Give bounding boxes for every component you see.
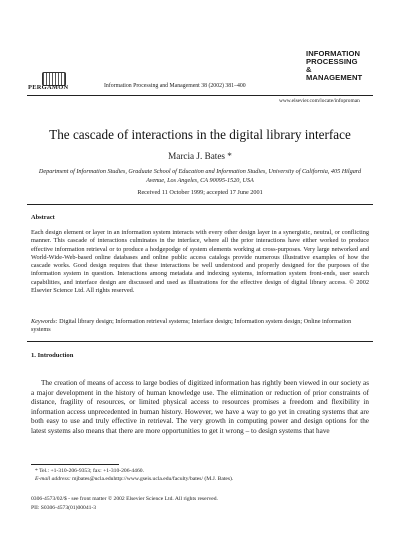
received-dates: Received 11 October 1999; accepted 17 June 2001 [137,189,263,196]
pii-line: PII: S0306-4573(01)00041-3 [31,504,97,511]
footnote-email-line [35,475,365,483]
author-affiliation: Department of Information Studies, Graduate School of Education and Information Studies, University of California, 405 Hilgard Avenue, Los Angeles, CA 90095-1520, USA [38,168,362,184]
abstract-text: Each design element or layer in an information system interacts with every other design layer in a synergistic, neutral, or conflicting manner. This cascade of interactions culminates in the interface, where all the prior interactions have either worked to produce effective information retrieval or to produce a hodgepodge of system elements working at cross-purposes. Very large networked and World-Wide-Web-based online databases and online public access catalogs provide numerous illustrative examples of how the cascade works. Good design requires that these interactions be well understood and properly designed for the purposes of the information system in question. Interactions among metadata and indexing systems, information system front-ends, user search capabilities, and interface design are discussed and used as illustrations for the effective design of digital library access. © 2002 Elsevier Science Ltd. All rights reserved. [31,229,369,295]
journal-url[interactable]: www.elsevier.com/locate/infoproman [279,98,360,104]
copyright-block [31,495,218,512]
abstract-heading: Abstract [31,214,55,221]
introduction-text: The creation of means of access to large bodies of digitized information has rightly been viewed in our society as a major development in the history of human knowledge use. The elimination or reduction of prior constraints of distance, fragility of resources, or limited physical access to resources promises a freedom and flexibility in information access unprecedented in human history. However, we have a way to go yet in creating systems that are both easy to use and truly effective in retrieval. The very growth in computing power and design options for the latest systems also means that there are more opportunities to get it wrong – to design systems that have [31,379,369,435]
journal-logo [306,50,376,82]
keywords-label: Keywords: [31,318,58,325]
abstract-bottom-divider [27,341,373,342]
header-divider [27,95,373,96]
journal-logo-line: MANAGEMENT [306,73,363,82]
footnote-divider [31,464,119,465]
copyright-line: 0306-4573/02/$ - see front matter © 2002 Elsevier Science Ltd. All rights reserved. [31,496,218,502]
footnote-contact: * Tel.: +1-310-206-9353; fax: +1-310-206-4460. [35,468,144,474]
paper-title: The cascade of interactions in the digital library interface [49,127,351,142]
journal-citation: Information Processing and Management 38 (2002) 381–400 [104,83,246,89]
publisher-name: PERGAMON [28,84,69,91]
publisher-logo [28,72,78,94]
journal-logo-line: & [306,65,312,74]
author-footnote [35,467,365,484]
journal-logo-line: INFORMATION [306,49,361,58]
author-name: Marcia J. Bates * [168,151,232,161]
footnote-email[interactable]: mjbates@ucla.edu [70,476,114,483]
abstract-top-divider [27,204,373,205]
journal-logo-line: PROCESSING [306,57,358,66]
footnote-email-label: E-mail address: [35,476,71,483]
introduction-heading: 1. Introduction [31,352,74,359]
keywords-list: Digital library design; Information retrieval systems; Interface design; Information system design; Online information systems [31,318,352,334]
footnote-homepage[interactable]: http://www.gseis.ucla.edu/faculty/bates/ (M.J. Bates). [113,476,234,483]
keywords [31,318,369,334]
